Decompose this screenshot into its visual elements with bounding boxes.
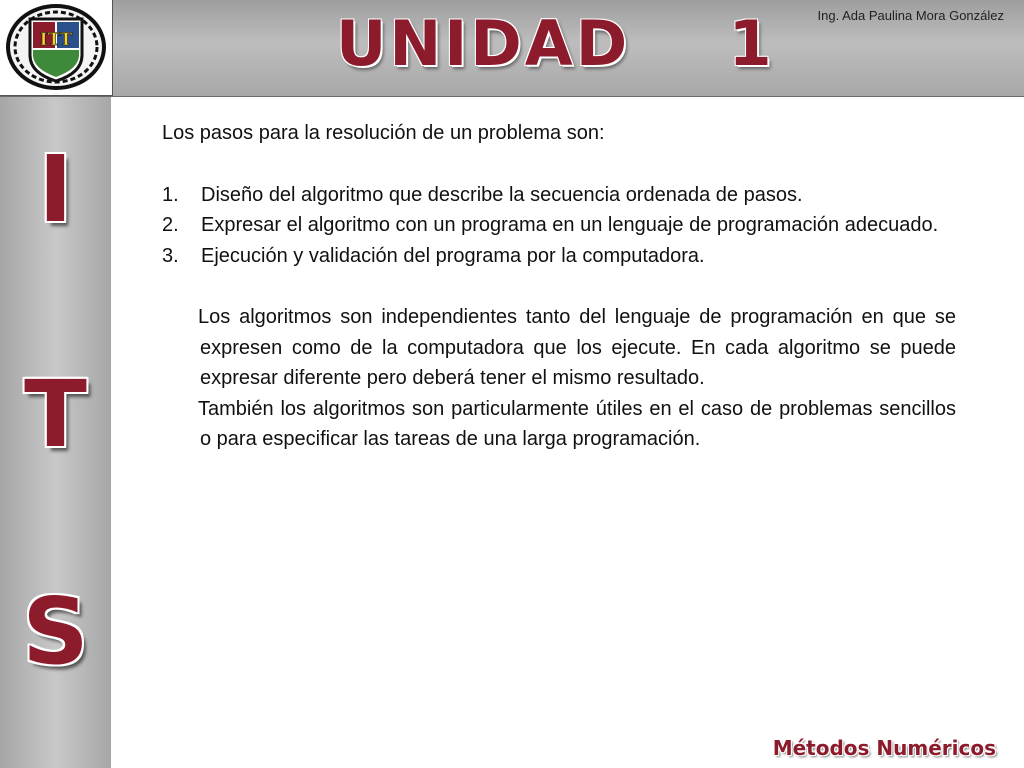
list-item (162, 210, 956, 241)
logo-box (0, 0, 113, 96)
logo-text: ITT (39, 30, 73, 50)
list-item (162, 241, 956, 272)
author-name: Ing. Ada Paulina Mora González (817, 8, 1004, 23)
slide-body (162, 118, 956, 455)
page-title: UNIDAD 1 (336, 7, 775, 80)
sidebar-its (0, 97, 111, 768)
intro-text: Los pasos para la resolución de un problema son: (162, 122, 605, 144)
paragraph-algorithms: Los algoritmos son independientes tanto del lenguaje de programación en que se expresen como de la computadora que los ejecute. En cada algoritmo se puede expresar diferente pero deberá tener el mismo resultado. (198, 306, 956, 389)
step-number: 1. (162, 183, 179, 206)
course-title: Métodos Numéricos (772, 736, 996, 760)
step-text: Diseño del algoritmo que describe la secuencia ordenada de pasos. (201, 183, 803, 206)
step-number: 2. (162, 214, 179, 236)
sidebar-letter-i: I (38, 136, 73, 243)
sidebar-letter-s: S (22, 578, 89, 685)
slide-header (0, 0, 1024, 97)
list-item (162, 180, 956, 211)
paragraph-usefulness: También los algoritmos son particularmente útiles en el caso de problemas sencillos o para especificar las tareas de una larga programación. (198, 397, 956, 450)
sidebar-letter-t: T (24, 361, 87, 468)
steps-list (162, 180, 956, 272)
step-text: Expresar el algoritmo con un programa en un lenguaje de programación adecuado. (201, 214, 939, 236)
institute-seal-icon (4, 3, 108, 91)
step-number: 3. (162, 244, 179, 267)
step-text: Ejecución y validación del programa por la computadora. (201, 244, 705, 267)
